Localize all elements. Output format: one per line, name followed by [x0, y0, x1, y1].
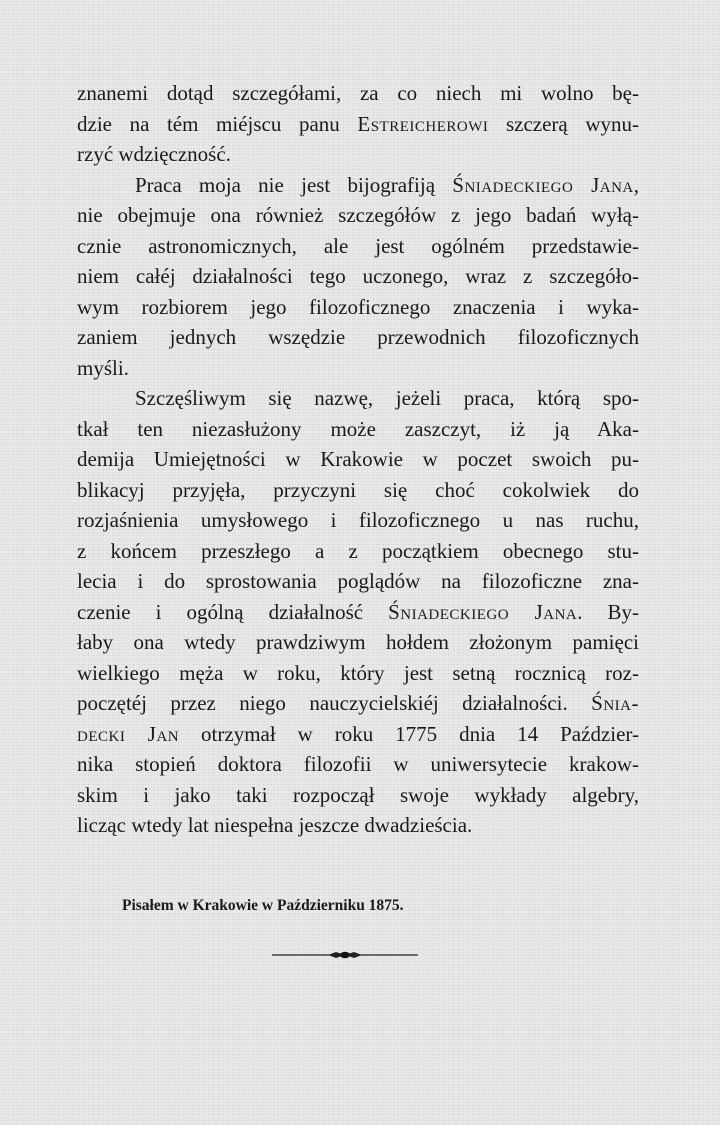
- text-line: [77, 231, 639, 262]
- name-smallcaps: Estreicherowi: [357, 111, 489, 136]
- text-run: rozjaśnienia umysłowego i filozoficznego u nas ruchu,: [77, 508, 639, 532]
- text-line: [77, 200, 639, 231]
- text-run: licząc wtedy lat niespełna jeszcze dwadzieścia.: [77, 813, 473, 837]
- text-line: [77, 383, 639, 414]
- text-run: rzyć wdzięczność.: [77, 142, 231, 166]
- text-line: [77, 261, 639, 292]
- text-run: nie obejmuje ona również szczegółów z jego badań wyłą-: [77, 203, 639, 227]
- name-smallcaps: Śniadeckiego Jana: [388, 599, 578, 624]
- text-run: czenie i ogólną działalność: [77, 599, 389, 624]
- text-run: . By-: [577, 599, 639, 624]
- text-line: [77, 627, 639, 658]
- text-line: [77, 292, 639, 323]
- paragraph: [77, 78, 639, 170]
- text-run: myśli.: [77, 355, 129, 380]
- text-run: otrzymał w roku 1775 dnia 14 Paździer-: [179, 721, 639, 746]
- text-line: [77, 444, 639, 475]
- text-run: skim i jako taki rozpoczął swoje wykłady algebry,: [77, 782, 639, 807]
- text-line: [77, 170, 639, 201]
- name-smallcaps: Śnia-: [591, 691, 639, 715]
- text-line: [77, 414, 639, 445]
- text-line: [77, 566, 639, 597]
- text-run: niem całéj działalności tego uczonego, wraz z szczegóło-: [77, 264, 639, 288]
- ornament-divider-icon: [270, 947, 420, 963]
- text-run: tkał ten niezasłużony może zaszczyt, iż ją Aka-: [77, 416, 639, 441]
- name-smallcaps: decki Jan: [77, 721, 180, 746]
- body-text: [77, 78, 639, 841]
- text-run: Praca moja nie jest bijografiją: [135, 172, 453, 197]
- text-line: [77, 353, 639, 384]
- text-run: nika stopień doktora filozofii w uniwersytecie krakow-: [77, 752, 639, 776]
- text-line: [77, 719, 639, 750]
- paragraph: [77, 170, 639, 384]
- text-run: ,: [633, 172, 639, 197]
- text-run: z końcem przeszłego a z początkiem obecnego stu-: [77, 538, 639, 563]
- paragraph: [77, 383, 639, 841]
- text-run: szczerą wynu-: [488, 111, 639, 136]
- text-run: blikacyj przyjęła, przyczyni się choć cokolwiek do: [77, 477, 639, 502]
- text-line: [77, 505, 639, 536]
- text-run: demija Umiejętności w Krakowie w poczet swoich pu-: [77, 447, 639, 471]
- text-run: Szczęśliwym się nazwę, jeżeli praca, którą spo-: [135, 386, 639, 410]
- text-line: [77, 780, 639, 811]
- text-line: [77, 78, 639, 109]
- text-line: [77, 749, 639, 780]
- text-line: [77, 658, 639, 689]
- text-run: dzie na tém miéjscu panu: [77, 111, 358, 136]
- text-line: [77, 688, 639, 719]
- name-smallcaps: Śniadeckiego Jana: [452, 172, 634, 197]
- text-run: zaniem jednych wszędzie przewodnich filozoficznych: [77, 325, 639, 349]
- text-line: [77, 322, 639, 353]
- text-run: wielkiego męża w roku, który jest setną rocznicą roz-: [77, 660, 639, 685]
- text-run: lecia i do sprostowania poglądów na filozoficzne zna-: [77, 569, 639, 593]
- text-line: [77, 475, 639, 506]
- text-line: [77, 810, 639, 841]
- text-line: [77, 139, 639, 170]
- signature-line: Pisałem w Krakowie w Październiku 1875.: [122, 897, 404, 914]
- text-run: wym rozbiorem jego filozoficznego znaczenia i wyka-: [77, 294, 639, 319]
- text-line: [77, 536, 639, 567]
- text-line: [77, 597, 639, 628]
- text-run: znanemi dotąd szczegółami, za co niech mi wolno bę-: [77, 81, 639, 105]
- text-run: cznie astronomicznych, ale jest ogólném przedstawie-: [77, 233, 639, 258]
- text-line: [77, 109, 639, 140]
- text-run: łaby ona wtedy prawdziwym hołdem złożonym pamięci: [77, 630, 639, 654]
- text-run: poczętéj przez niego nauczycielskiéj działalności.: [77, 691, 592, 715]
